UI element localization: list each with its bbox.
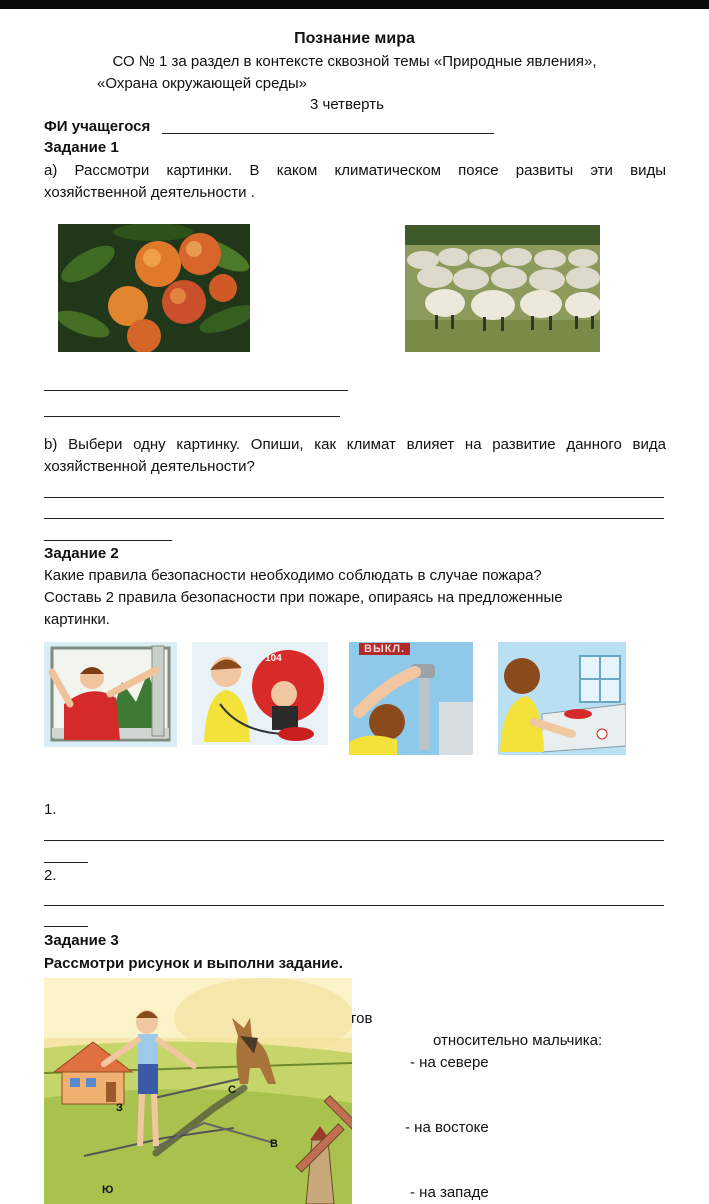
direction-north-label: С [228, 1084, 236, 1096]
task3-title: Задание 3 [44, 932, 119, 949]
task1-b-answer-line2[interactable] [44, 518, 664, 519]
answer2-number: 2. [44, 867, 57, 884]
direction-east-label: В [270, 1138, 278, 1150]
task2-title: Задание 2 [44, 545, 119, 562]
task3-instruction: Рассмотри рисунок и выполни задание. [44, 955, 343, 972]
compass-scene-illustration [44, 978, 352, 1204]
task1-a-answer-line2[interactable] [44, 416, 340, 417]
switch-off-label: ВЫКЛ. [359, 643, 410, 655]
north-item: - на севере [410, 1054, 489, 1071]
truncated-word: гов [351, 1010, 373, 1027]
open-window-illustration [44, 642, 177, 747]
task1-b-line1: b) Выбери одну картинку. Опиши, как климат влияет на развитие данного вида [44, 436, 666, 453]
student-name-label: ФИ учащегося [44, 118, 151, 135]
direction-south-label: Ю [102, 1184, 114, 1196]
task1-a-line1: а) Рассмотри картинки. В каком климатическом поясе развиты эти виды [44, 162, 666, 179]
task1-b-line2: хозяйственной деятельности? [44, 458, 255, 475]
answer1-number: 1. [44, 801, 57, 818]
phone-call-illustration [192, 642, 328, 745]
sheep-photo [405, 225, 600, 352]
relative-to-boy-label: относительно мальчика: [433, 1032, 603, 1049]
subject-title: Познание мира [294, 30, 415, 47]
task1-title: Задание 1 [44, 139, 119, 156]
top-edge-bar [0, 0, 709, 9]
stove-illustration [498, 642, 626, 755]
switch-off-illustration [349, 642, 473, 755]
emergency-number: 104 [265, 653, 282, 664]
answer1-line-cont[interactable] [44, 862, 88, 863]
student-name-line[interactable] [162, 133, 494, 134]
west-item: - на западе [410, 1184, 489, 1201]
task2-line1: Какие правила безопасности необходимо соблюдать в случае пожара? [44, 567, 542, 584]
east-item: - на востоке [405, 1119, 489, 1136]
peaches-photo [58, 224, 250, 352]
direction-west-label: З [116, 1102, 123, 1114]
answer1-line[interactable] [44, 840, 664, 841]
quarter-label: 3 четверть [310, 96, 384, 113]
task1-b-answer-line1[interactable] [44, 497, 664, 498]
task1-b-answer-line3[interactable] [44, 540, 172, 541]
task1-a-answer-line1[interactable] [44, 390, 348, 391]
answer2-line-cont[interactable] [44, 926, 88, 927]
assessment-title-line2: «Охрана окружающей среды» [97, 75, 307, 92]
task2-line2: Составь 2 правила безопасности при пожаре, опираясь на предложенные [44, 589, 563, 606]
answer2-line[interactable] [44, 905, 664, 906]
task1-a-line2: хозяйственной деятельности . [44, 184, 255, 201]
assessment-title-line1: СО № 1 за раздел в контексте сквозной темы «Природные явления», [112, 53, 597, 70]
task2-line3: картинки. [44, 611, 110, 628]
